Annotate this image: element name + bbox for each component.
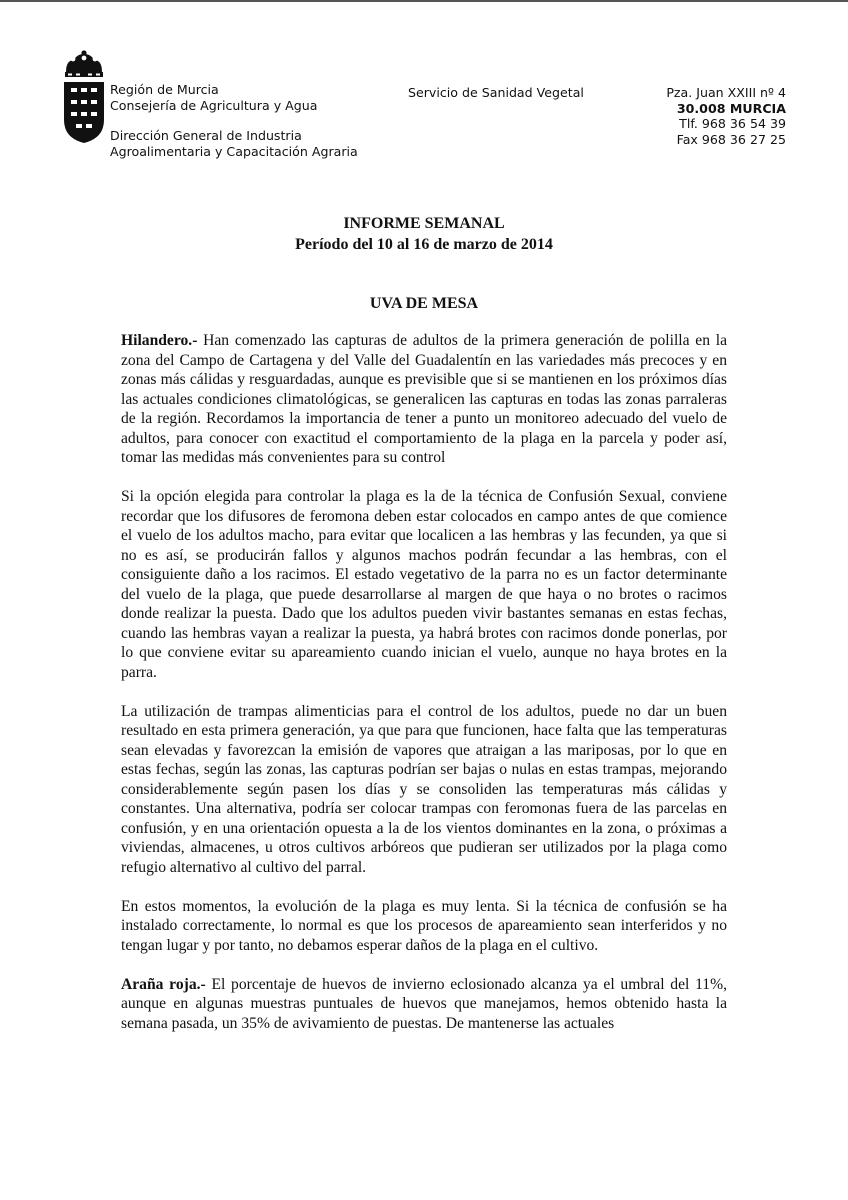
region-crest-icon xyxy=(60,50,108,144)
org-region: Región de Murcia xyxy=(110,82,219,97)
organization-block xyxy=(110,82,358,160)
paragraph-hilandero xyxy=(121,331,727,468)
paragraph-lead: Araña roja.- xyxy=(121,975,206,993)
report-heading xyxy=(0,213,848,255)
section-title: UVA DE MESA xyxy=(369,295,479,312)
address-city: 30.008 MURCIA xyxy=(676,100,786,116)
top-border xyxy=(0,0,848,2)
address-street: Pza. Juan XXIII nº 4 xyxy=(666,85,786,100)
paragraph-evolucion: En estos momentos, la evolución de la plaga es muy lenta. Si la técnica de confusión se ha instalado correctamente, lo normal es que los procesos de apareamiento sean interferidos y no tengan lugar y por tanto, no debamos esperar daños de la plaga en el cultivo. xyxy=(121,897,727,954)
phone-number: Tlf. 968 36 54 39 xyxy=(679,116,786,131)
address-block xyxy=(666,85,786,147)
paragraph-lead: Hilandero.- xyxy=(121,332,198,349)
report-period: Período del 10 al 16 de marzo de 2014 xyxy=(295,236,553,253)
org-directorate-line-1: Dirección General de Industria xyxy=(110,128,302,143)
paragraph-text: El porcentaje de huevos de invierno eclosionado alcanza ya el umbral del 11%, aunque en algunas muestras puntuales de huevos que manejamos, hemos obtenido hasta la semana pasada, un 35% de avivamiento de puestas. De mantenerse las actuales xyxy=(121,975,727,1032)
org-ministry: Consejería de Agricultura y Agua xyxy=(110,98,318,113)
report-body xyxy=(121,331,727,1053)
org-directorate-line-2: Agroalimentaria y Capacitación Agraria xyxy=(110,144,358,159)
paragraph-text: Han comenzado las capturas de adultos de la primera generación de polilla en la zona del Campo de Cartagena y del Valle del Guadalentín en las variedades más precoces y en zonas más cálidas y resguardadas, aunque es previsible que si se mantienen en los próximos días las actuales condiciones climatológicas, se generalicen las capturas en todas las zonas parraleras de la región. Recordamos la importancia de tener a punto un monitoreo adecuado del vuelo de adultos, para conocer con exactitud el comportamiento de la plaga en la parcela y poder así, tomar las medidas más convenientes para su control xyxy=(121,332,727,466)
paragraph-confusion-sexual: Si la opción elegida para controlar la plaga es la de la técnica de Confusión Sexual, conviene recordar que los difusores de feromona deben estar colocados en campo antes de que comience el vuelo de los adultos macho, para evitar que localicen a las hembras y las fecunden, ya que si no es así, se producirán fallos y algunos machos podrán fecundar a las hembras, con el consiguiente daño a los racimos. El estado vegetativo de la parra no es un factor determinante del vuelo de la plaga, que puede desarrollarse al margen de que haya o no brotes o racimos donde realizar la puesta. Dado que los adultos pueden vivir bastantes semanas en estas fechas, cuando las hembras vayan a realizar la puesta, ya habrá brotes con racimos donde ponerlas, por lo que conviene evitar su apareamiento cuando inician el vuelo, aunque no haya brotes en la parra. xyxy=(121,488,727,681)
service-name: Servicio de Sanidad Vegetal xyxy=(408,85,584,100)
fax-number: Fax 968 36 27 25 xyxy=(676,131,786,147)
paragraph-arana-roja xyxy=(121,975,727,1034)
report-title: INFORME SEMANAL xyxy=(343,215,505,232)
paragraph-trampas: La utilización de trampas alimenticias para el control de los adultos, puede no dar un buen resultado en esta primera generación, ya que para que funcionen, hace falta que las temperaturas sean elevadas y favorezcan la emisión de vapores que atraigan a las mariposas, por lo que en estas fechas, según las zonas, las capturas podrían ser bajas o nulas en estas trampas, mejorando considerablemente según pasen los días y se consoliden las temperaturas más cálidas y constantes. Una alternativa, podría ser colocar trampas con feromonas fuera de las parcelas en confusión, y en una orientación opuesta a la de los vientos dominantes en la zona, o próximas a viviendas, almacenes, u otros cultivos arbóreos que pudieran ser utilizados por la plaga como refugio alternativo al cultivo del parral. xyxy=(121,702,727,876)
